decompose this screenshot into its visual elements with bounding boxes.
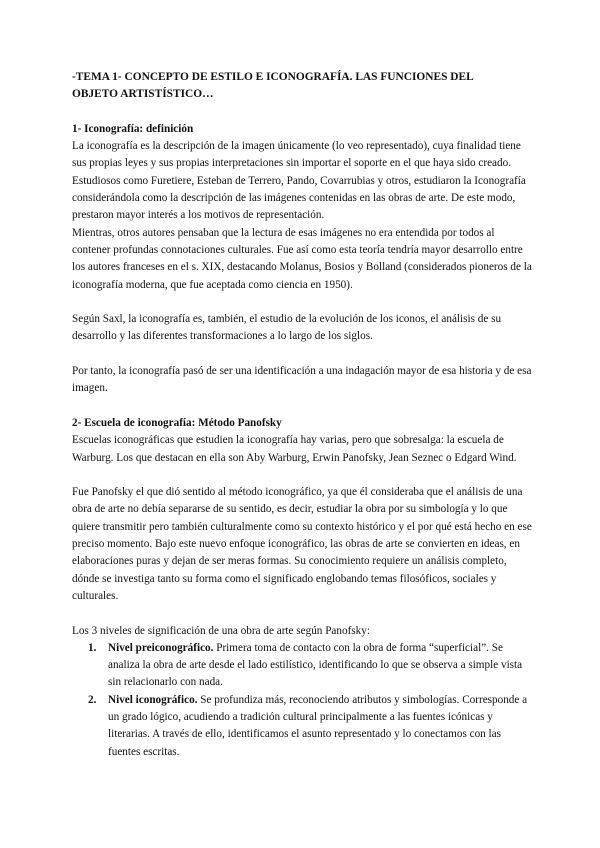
spacer (72, 467, 532, 484)
list-item (88, 640, 532, 692)
section-1-paragraph-5: Por tanto, la iconografía pasó de ser una identificación a una indagación mayor de esa historia y de esa imagen. (72, 365, 532, 395)
list-item-text: Se profundiza más, reconociendo atributos y simbologías. Corresponde a un grado lógico, acudiendo a tradición cultural principalmente a las fuentes icónicas y literarias. A través de ello, identificamos el asunto representado y lo conectamos con las fuentes escritas. (108, 693, 528, 758)
list-item-number: 1. (88, 641, 97, 654)
document-title (72, 69, 532, 104)
section-2-heading: 2- Escuela de iconografía: Método Panofsky (72, 416, 282, 429)
list-item-text: Primera toma de contacto con la obra de forma “superficial”. Se analiza la obra de arte desde el lado estilístico, identificando lo que se observa a simple vista sin relacionarlo con nada. (108, 641, 523, 689)
section-2-paragraph-2: Fue Panofsky el que dió sentido al método iconográfico, ya que él consideraba que el análisis de una obra de arte no debía separarse de su sentido, es decir, estudiar la obra por su simbología y lo que quiere transmitir pero también culturalmente como su contexto histórico y el por qué está hecho en ese preciso momento. Bajo este nuevo enfoque iconográfico, las obras de arte se convierten en ideas, en elaboraciones puras y dejan de ser meras formas. Su conocimiento requiere un análisis completo, dónde se investiga tanto su forma como el significado englobando temas filosóficos, sociales y culturales. (72, 486, 532, 602)
list-item-number: 2. (88, 693, 97, 706)
document-page (72, 69, 532, 761)
section-1-paragraph-4: Según Saxl, la iconografía es, también, el estudio de la evolución de los iconos, el análisis de su desarrollo y las diferentes transformaciones a lo largo de los siglos. (72, 313, 502, 343)
section-2-paragraph-1: Escuelas iconográficas que estudien la iconografía hay varias, pero que sobresalga: la escuela de Warburg. Los que destacan en ella son Aby Warburg, Erwin Panofsky, Jean Seznec o Edgard Wind. (72, 434, 517, 464)
document-title-line-1: -TEMA 1- CONCEPTO DE ESTILO E ICONOGRAFÍA. LAS FUNCIONES DEL (72, 71, 474, 83)
spacer (72, 398, 532, 415)
spacer (72, 294, 532, 311)
section-1-heading: 1- Iconografía: definición (72, 122, 194, 135)
list-item-term: Nivel iconográfico. (108, 693, 198, 706)
document-title-line-2: OBJETO ARTISTÍSTICO… (72, 88, 214, 101)
levels-list (72, 640, 532, 761)
section-1-paragraph-3: Mientras, otros autores pensaban que la lectura de esas imágenes no era entendida por todos al contener profundas connotaciones culturales. Fue así como esta teoría tendría mayor desarrollo entre los autores franceses en el s. XIX, destacando Molanus, Bosios y Bolland (considerados pioneros de la iconografía moderna, que fue aceptada como ciencia en 1950). (72, 226, 532, 291)
spacer (72, 104, 532, 121)
section-1-paragraph-2: Estudiosos como Furetiere, Esteban de Terrero, Pando, Covarrubias y otros, estudiaron la Iconografía considerándola como la descripción de las imágenes contenidas en las obras de arte. De este modo, prestaron mayor interés a los motivos de representación. (72, 174, 526, 222)
spacer (72, 605, 532, 622)
list-item-term: Nivel preiconográfico. (108, 641, 214, 654)
list-item (88, 692, 532, 761)
levels-intro: Los 3 niveles de significación de una obra de arte según Panofsky: (72, 624, 370, 637)
spacer (72, 346, 532, 363)
section-1-paragraph-1: La iconografía es la descripción de la imagen únicamente (lo veo representado), cuya finalidad tiene sus propias leyes y sus propias interpretaciones sin importar el soporte en el que haya sido creado. (72, 140, 521, 170)
